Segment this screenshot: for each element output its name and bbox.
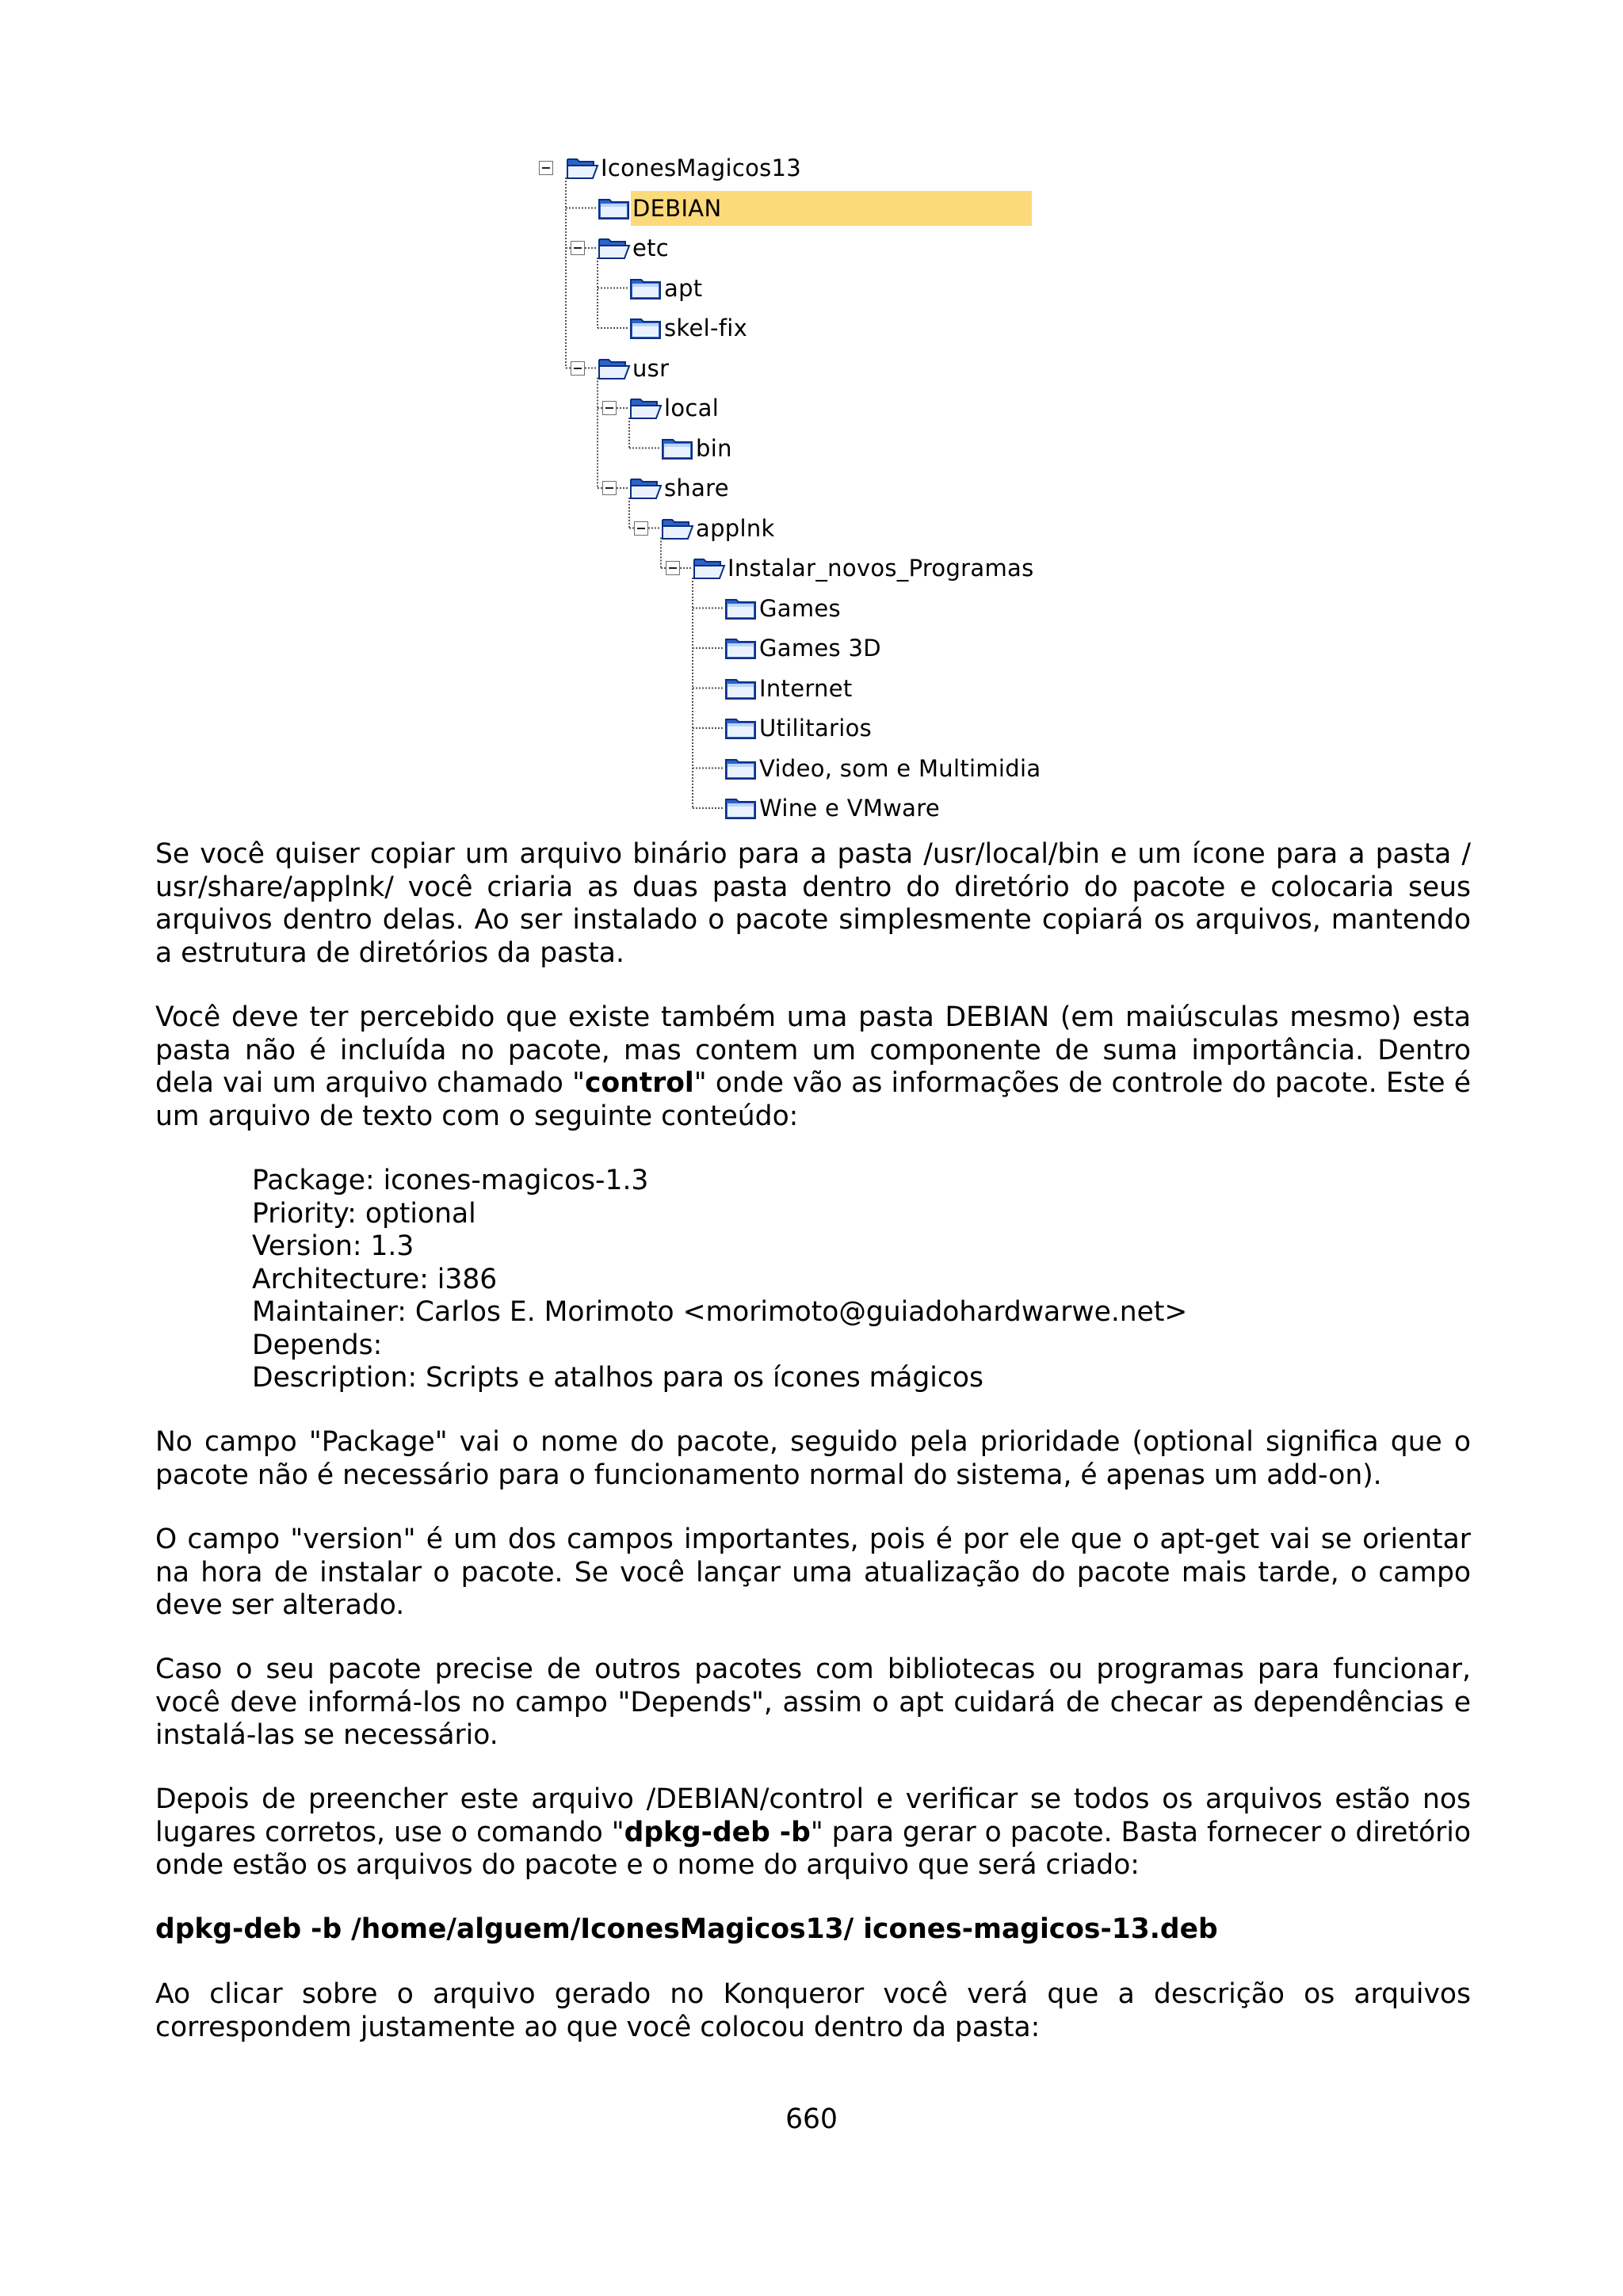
tree-item-label: IconesMagicos13 <box>601 154 802 181</box>
build-command: dpkg-deb -b /home/alguem/IconesMagicos13/ icones-magicos-13.deb <box>155 1913 1218 1945</box>
collapse-toggle-icon[interactable] <box>666 561 680 575</box>
paragraph-build-package-text-a: Depois de preencher este arquivo /DEBIAN/control e verificar se todos os arquivos estão nos lugares corretos, use o comando " <box>155 1783 1471 1848</box>
dpkg-deb-command-inline: dpkg-deb -b <box>624 1816 811 1848</box>
paragraph-depends-field: Caso o seu pacote precise de outros pacotes com bibliotecas ou programas para funcionar, você deve informá-los no campo "Depends", assim o apt cuidará de checar as dependências e instalá-las se necessário. <box>155 1653 1471 1751</box>
folder-icon <box>598 196 631 220</box>
collapse-toggle-icon[interactable] <box>602 401 617 415</box>
tree-item-label: etc <box>632 235 670 261</box>
open-folder-icon <box>693 556 726 580</box>
tree-item-apt[interactable] <box>629 271 707 306</box>
collapse-toggle-icon[interactable] <box>602 481 617 495</box>
tree-item-skel-fix[interactable] <box>629 311 752 345</box>
control-line-depends: Depends: <box>252 1329 383 1361</box>
paragraph-version-field: O campo "version" é um dos campos importantes, pois é por ele que o apt-get vai se orientar na hora de instalar o pacote. Se você lançar uma atualização do pacote mais tarde, o campo deve ser alterado. <box>155 1524 1471 1621</box>
tree-item-games-3d[interactable] <box>724 631 886 666</box>
tree-item-wine-e-vmware[interactable] <box>724 791 945 826</box>
tree-item-label: Games <box>759 594 841 622</box>
paragraph-package-field: No campo "Package" vai o nome do pacote, seguido pela prioridade (optional significa que o pacote não é necessário para o funcionamento normal do sistema, é apenas um add-on). <box>155 1426 1471 1491</box>
open-folder-icon <box>661 517 694 540</box>
control-line-maintainer: Maintainer: Carlos E. Morimoto <morimoto@guiadohardwarwe.net> <box>252 1296 1188 1328</box>
folder-tree <box>539 151 1062 822</box>
tree-item-label: Internet <box>759 674 853 702</box>
open-folder-icon <box>629 396 663 420</box>
paragraph-debian-folder-text-a: Você deve ter percebido que existe também uma pasta DEBIAN (em maiúsculas mesmo) esta pasta não é incluída no pacote, mas contem um componente de suma importância. Dentro dela vai um arquivo chamado " <box>155 1001 1471 1099</box>
paragraph-copy-files: Se você quiser copiar um arquivo binário para a pasta /usr/local/bin e um ícone para a pasta / usr/share/applnk/ você criaria as duas pasta dentro do diretório do pacote e colocaria seus arquivos dentro delas. Ao ser instalado o pacote simplesmente copiará os arquivos, mantendo a estrutura de diretórios da pasta. <box>155 838 1471 969</box>
open-folder-icon <box>629 476 663 500</box>
tree-item-instalar-novos-programas[interactable] <box>693 551 1039 585</box>
tree-item-label: Wine e VMware <box>759 795 940 822</box>
tree-item-iconesmagicos13[interactable] <box>566 151 806 185</box>
paragraph-konqueror: Ao clicar sobre o arquivo gerado no Konqueror você verá que a descrição os arquivos correspondem justamente ao que você colocou dentro da pasta: <box>155 1978 1471 2043</box>
collapse-toggle-icon[interactable] <box>571 241 585 255</box>
control-line-package: Package: icones-magicos-1.3 <box>252 1165 649 1196</box>
tree-item-usr[interactable] <box>598 351 674 386</box>
tree-item-label: bin <box>696 434 732 462</box>
paragraph-build-package-text-b: " para gerar o pacote. Basta fornecer o diretório onde estão os arquivos do pacote e o nome do arquivo que será criado: <box>155 1816 1471 1881</box>
control-filename: control <box>585 1067 694 1099</box>
folder-icon <box>661 437 694 460</box>
tree-item-video-som-e-multimidia[interactable] <box>724 751 1045 786</box>
tree-item-label: Video, som e Multimidia <box>759 754 1041 782</box>
tree-item-utilitarios[interactable] <box>724 711 876 746</box>
folder-icon <box>724 597 758 620</box>
open-folder-icon <box>566 156 599 180</box>
tree-item-label: usr <box>632 354 670 382</box>
folder-icon <box>724 757 758 780</box>
tree-item-debian[interactable] <box>598 191 1032 226</box>
collapse-toggle-icon[interactable] <box>571 361 585 376</box>
paragraph-build-package <box>155 1783 1471 1882</box>
folder-icon <box>724 716 758 740</box>
tree-item-label: Utilitarios <box>759 715 873 742</box>
folder-icon <box>724 636 758 660</box>
tree-item-internet[interactable] <box>724 671 857 706</box>
tree-item-games[interactable] <box>724 591 846 626</box>
tree-item-label: applnk <box>696 514 775 542</box>
tree-item-label: Games 3D <box>759 635 881 662</box>
page-number: 660 <box>785 2103 838 2135</box>
open-folder-icon <box>598 357 631 380</box>
folder-icon <box>724 677 758 700</box>
tree-item-label: DEBIAN <box>631 191 1032 226</box>
paragraph-debian-folder <box>155 1001 1471 1133</box>
tree-item-bin[interactable] <box>661 431 737 466</box>
collapse-toggle-icon[interactable] <box>539 161 553 175</box>
tree-item-share[interactable] <box>629 471 734 505</box>
tree-item-label: local <box>664 395 720 421</box>
tree-item-label: apt <box>664 274 703 302</box>
control-file-content <box>252 1165 1187 1395</box>
collapse-toggle-icon[interactable] <box>634 521 648 536</box>
control-line-version: Version: 1.3 <box>252 1230 414 1262</box>
tree-item-applnk[interactable] <box>661 511 780 546</box>
folder-icon <box>629 316 663 340</box>
tree-item-local[interactable] <box>629 391 724 425</box>
control-line-architecture: Architecture: i386 <box>252 1263 498 1295</box>
folder-icon <box>629 277 663 300</box>
tree-item-label: skel-fix <box>664 315 748 341</box>
tree-item-etc[interactable] <box>598 231 674 265</box>
tree-item-label: share <box>664 475 729 502</box>
folder-icon <box>724 796 758 820</box>
open-folder-icon <box>598 236 631 260</box>
control-line-priority: Priority: optional <box>252 1197 476 1230</box>
control-line-description: Description: Scripts e atalhos para os ícones mágicos <box>252 1362 983 1394</box>
paragraph-debian-folder-text-b: " onde vão as informações de controle do pacote. Este é um arquivo de texto com o seguinte conteúdo: <box>155 1067 1471 1132</box>
tree-item-label: Instalar_novos_Programas <box>727 555 1034 582</box>
